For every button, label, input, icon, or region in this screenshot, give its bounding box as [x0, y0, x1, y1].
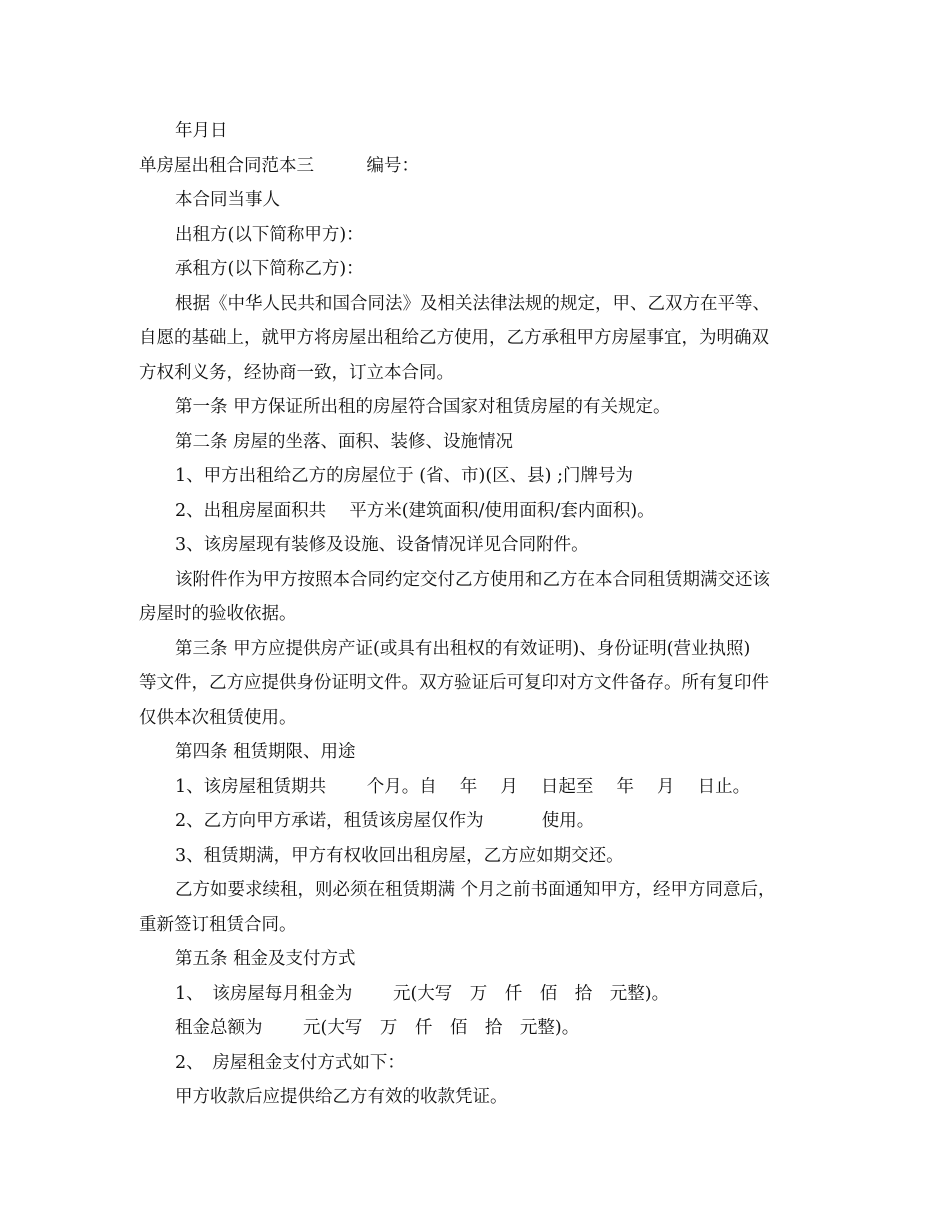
text-line: 第二条 房屋的坐落、面积、装修、设施情况: [175, 431, 514, 452]
text-line: 重新签订租赁合同。: [139, 914, 297, 935]
text-line: 第一条 甲方保证所出租的房屋符合国家对租赁房屋的有关规定。: [175, 397, 671, 417]
text-line: 第五条 租金及支付方式: [175, 949, 356, 969]
text-line: 租金总额为 元(大写 万 仟 佰 拾 元整)。: [175, 1018, 580, 1038]
text-line: 1、该房屋租赁期共 个月。自 年 月 日起至 年 月 日止。: [175, 776, 751, 797]
text-line: 方权利义务，经协商一致，订立本合同。: [139, 362, 454, 383]
text-line: 根据《中华人民共和国合同法》及相关法律法规的规定，甲、乙双方在平等、: [175, 293, 770, 314]
text-line: 本合同当事人: [175, 190, 280, 210]
text-line: 2、 房屋租金支付方式如下：: [175, 1052, 405, 1073]
text-line: 1、甲方出租给乙方的房屋位于 (省、市)(区、县) ;门牌号为: [175, 466, 633, 486]
text-line: 3、租赁期满，甲方有权收回出租房屋，乙方应如期交还。: [175, 845, 624, 866]
contract-document: [139, 114, 815, 1115]
text-line: 第三条 甲方应提供房产证(或具有出租权的有效证明)、身份证明(营业执照): [175, 638, 751, 659]
text-line: 承租方(以下简称乙方)：: [175, 259, 364, 279]
text-line: 2、乙方向甲方承诺，租赁该房屋仅作为 使用。: [175, 811, 595, 831]
text-line: 该附件作为甲方按照本合同约定交付乙方使用和乙方在本合同租赁期满交还该: [175, 569, 770, 590]
text-line: 甲方收款后应提供给乙方有效的收款凭证。: [175, 1087, 508, 1107]
text-line: 第四条 租赁期限、用途: [175, 742, 356, 762]
text-line: 自愿的基础上，就甲方将房屋出租给乙方使用，乙方承租甲方房屋事宜，为明确双: [139, 328, 769, 348]
text-line: 仅供本次租赁使用。: [139, 707, 297, 728]
text-line: 房屋时的验收依据。: [139, 604, 297, 624]
text-line: 年月日: [175, 121, 228, 141]
text-line: 单房屋出租合同范本三 编号：: [139, 155, 419, 176]
text-line: 出租方(以下简称甲方)：: [175, 224, 364, 245]
text-line: 2、出租房屋面积共 平方米(建筑面积/使用面积/套内面积)。: [175, 500, 655, 521]
text-line: 等文件，乙方应提供身份证明文件。双方验证后可复印对方文件备存。所有复印件: [139, 673, 769, 693]
text-line: 乙方如要求续租，则必须在租赁期满 个月之前书面通知甲方，经甲方同意后，: [175, 880, 776, 900]
text-line: 3、该房屋现有装修及设施、设备情况详见合同附件。: [175, 535, 589, 555]
text-line: 1、 该房屋每月租金为 元(大写 万 仟 佰 拾 元整)。: [175, 983, 670, 1004]
